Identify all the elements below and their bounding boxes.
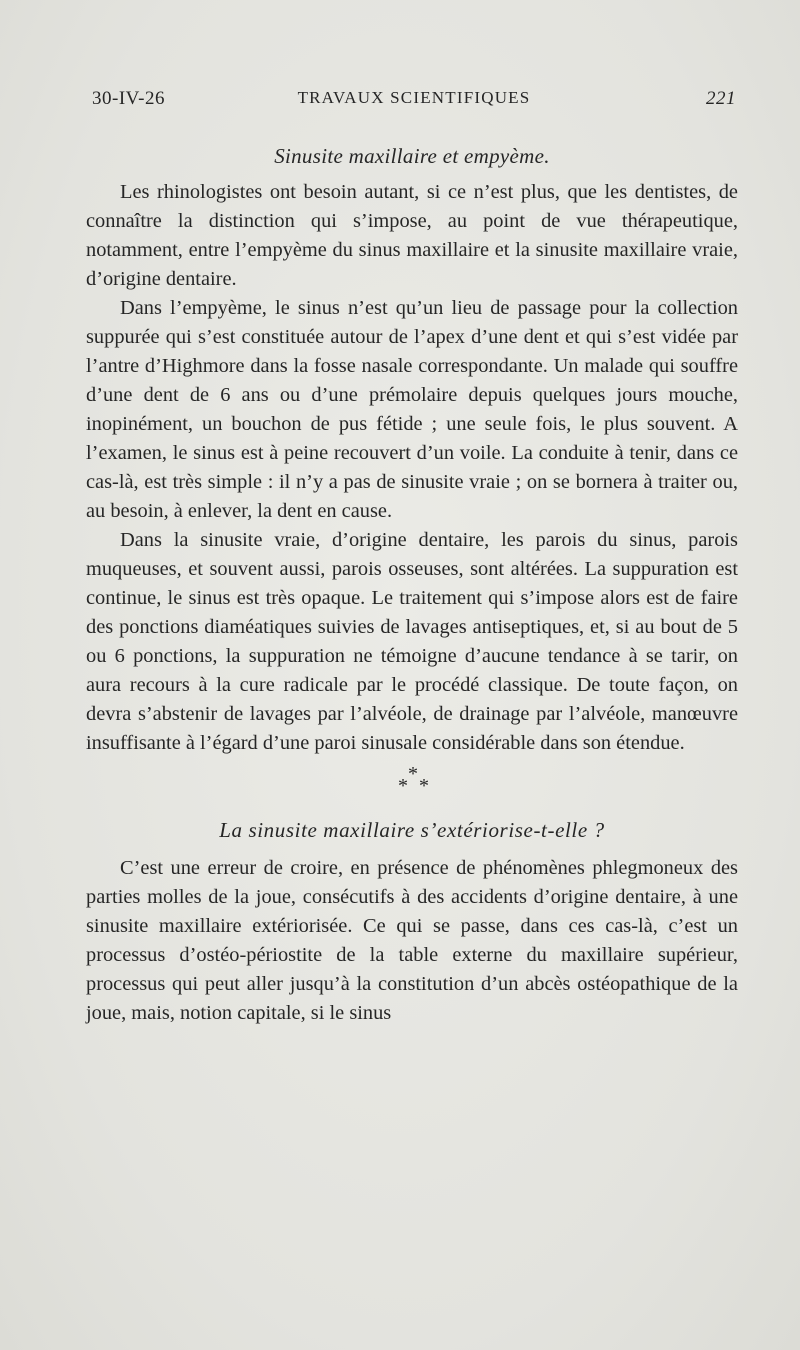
section-separator-asterism — [86, 762, 738, 808]
paragraph: Dans l’empyème, le sinus n’est qu’un lieu de passage pour la collection suppurée qui s’est constituée autour de l’apex d’une dent et qui s’est vidée par l’antre d’Highmore dans la fosse nasale correspondante. Un malade qui souffre d’une dent de 6 ans ou d’une prémolaire depuis quelques jours mouche, inopinément, un bouchon de pus fétide ; une seule fois, le plus souvent. A l’examen, le sinus est à peine recouvert d’un voile. La conduite à tenir, dans ce cas-là, est très simple : il n’y a pas de sinusite vraie ; on se bornera à traiter ou, au besoin, à enlever, la dent en cause. — [86, 297, 738, 522]
page-number: 221 — [706, 88, 736, 109]
header-date: 30-IV-26 — [92, 88, 165, 109]
header-title: TRAVAUX SCIENTIFIQUES — [297, 88, 531, 107]
asterism-star: * — [419, 775, 429, 797]
paragraph: Les rhinologistes ont besoin autant, si ce n’est plus, que les dentistes, de connaître la distinction qui s’impose, au point de vue thérapeutique, notamment, entre l’empyème du sinus maxillaire et la sinusite maxillaire vraie, d’origine dentaire. — [86, 181, 738, 290]
paragraph: C’est une erreur de croire, en présence de phénomènes phlegmoneux des parties molles de la joue, consécutifs à des accidents d’origine dentaire, à une sinusite maxillaire extériorisée. Ce qui se passe, dans ces cas-là, c’est un processus d’ostéo-périostite de la table externe du maxillaire supérieur, processus qui peut aller jusqu’à la constitution d’un abcès ostéopathique de la joue, mais, notion capitale, si le sinus — [86, 857, 738, 1024]
asterism-star: * — [408, 763, 418, 785]
asterism-star: * — [398, 775, 408, 797]
running-header — [92, 88, 736, 116]
section-heading-exteriorisation: La sinusite maxillaire s’extériorise-t-elle ? — [219, 818, 605, 842]
page-body — [86, 140, 738, 1028]
section-heading-sinusite-empyeme: Sinusite maxillaire et empyème. — [274, 144, 550, 168]
paragraph: Dans la sinusite vraie, d’origine dentaire, les parois du sinus, parois muqueuses, et souvent aussi, parois osseuses, sont altérées. La suppuration est continue, le sinus est très opaque. Le traitement qui s’impose alors est de faire des ponctions diaméatiques suivies de lavages antiseptiques, et, si au bout de 5 ou 6 ponctions, la suppuration ne témoigne d’aucune tendance à se tarir, on aura recours à la cure radicale par le procédé classique. De toute façon, on devra s’abstenir de lavages par l’alvéole, de drainage par l’alvéole, manœuvre insuffisante à l’égard d’une paroi sinusale considérable dans son étendue. — [86, 529, 738, 754]
